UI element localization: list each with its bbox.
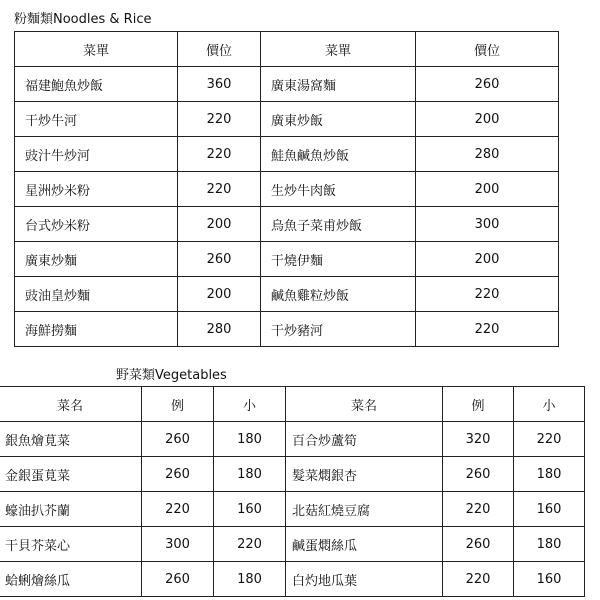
price-cell: 220 bbox=[178, 172, 261, 207]
column-header-dish: 菜單 bbox=[261, 32, 416, 67]
regular-price-cell: 220 bbox=[443, 492, 514, 527]
small-price-cell: 160 bbox=[514, 562, 585, 597]
column-header-dish: 菜單 bbox=[15, 32, 178, 67]
price-cell: 220 bbox=[416, 312, 559, 347]
dish-name-cell: 台式炒米粉 bbox=[15, 207, 178, 242]
small-price-cell: 180 bbox=[214, 562, 286, 597]
regular-price-cell: 260 bbox=[443, 457, 514, 492]
dish-name-cell: 廣東炒麵 bbox=[15, 242, 178, 277]
dish-name-cell: 蛤蜊燴絲瓜 bbox=[0, 562, 142, 597]
vegetables-table bbox=[0, 386, 585, 597]
dish-name-cell: 豉油皇炒麵 bbox=[15, 277, 178, 312]
regular-price-cell: 260 bbox=[142, 422, 214, 457]
price-cell: 260 bbox=[178, 242, 261, 277]
column-header-regular: 例 bbox=[142, 387, 214, 422]
dish-name-cell: 白灼地瓜葉 bbox=[286, 562, 443, 597]
dish-name-cell: 生炒牛肉飯 bbox=[261, 172, 416, 207]
dish-name-cell: 海鮮撈麵 bbox=[15, 312, 178, 347]
regular-price-cell: 260 bbox=[443, 527, 514, 562]
noodles-rice-table bbox=[14, 31, 559, 347]
small-price-cell: 160 bbox=[214, 492, 286, 527]
price-cell: 200 bbox=[416, 242, 559, 277]
dish-name-cell: 豉汁牛炒河 bbox=[15, 137, 178, 172]
price-cell: 280 bbox=[416, 137, 559, 172]
column-header-small: 小 bbox=[214, 387, 286, 422]
dish-name-cell: 干炒豬河 bbox=[261, 312, 416, 347]
regular-price-cell: 220 bbox=[443, 562, 514, 597]
noodles-section-title: 粉麵類Noodles & Rice bbox=[14, 12, 152, 27]
regular-price-cell: 260 bbox=[142, 562, 214, 597]
price-cell: 220 bbox=[178, 137, 261, 172]
small-price-cell: 180 bbox=[214, 457, 286, 492]
table-header-row bbox=[0, 387, 585, 422]
table-row bbox=[0, 527, 585, 562]
column-header-price: 價位 bbox=[178, 32, 261, 67]
dish-name-cell: 百合炒蘆筍 bbox=[286, 422, 443, 457]
dish-name-cell: 福建鮑魚炒飯 bbox=[15, 67, 178, 102]
regular-price-cell: 300 bbox=[142, 527, 214, 562]
dish-name-cell: 廣東炒飯 bbox=[261, 102, 416, 137]
column-header-small: 小 bbox=[514, 387, 585, 422]
table-row bbox=[15, 207, 559, 242]
table-row bbox=[0, 492, 585, 527]
price-cell: 300 bbox=[416, 207, 559, 242]
price-cell: 220 bbox=[178, 102, 261, 137]
table-row bbox=[15, 137, 559, 172]
price-cell: 220 bbox=[416, 277, 559, 312]
dish-name-cell: 干燒伊麵 bbox=[261, 242, 416, 277]
price-cell: 200 bbox=[178, 207, 261, 242]
noodles-table-body bbox=[15, 67, 559, 347]
regular-price-cell: 320 bbox=[443, 422, 514, 457]
price-cell: 280 bbox=[178, 312, 261, 347]
small-price-cell: 180 bbox=[514, 527, 585, 562]
table-row bbox=[0, 562, 585, 597]
vegetables-table-body bbox=[0, 422, 585, 597]
table-row bbox=[15, 242, 559, 277]
regular-price-cell: 220 bbox=[142, 492, 214, 527]
dish-name-cell: 烏魚子菜甫炒飯 bbox=[261, 207, 416, 242]
small-price-cell: 220 bbox=[514, 422, 585, 457]
dish-name-cell: 干貝芥菜心 bbox=[0, 527, 142, 562]
small-price-cell: 220 bbox=[214, 527, 286, 562]
small-price-cell: 180 bbox=[214, 422, 286, 457]
table-row bbox=[15, 67, 559, 102]
column-header-dish-name: 菜名 bbox=[286, 387, 443, 422]
dish-name-cell: 鮭魚鹹魚炒飯 bbox=[261, 137, 416, 172]
dish-name-cell: 鹹魚雞粒炒飯 bbox=[261, 277, 416, 312]
dish-name-cell: 星洲炒米粉 bbox=[15, 172, 178, 207]
dish-name-cell: 蠔油扒芥蘭 bbox=[0, 492, 142, 527]
dish-name-cell: 髮菜燜銀杏 bbox=[286, 457, 443, 492]
price-cell: 260 bbox=[416, 67, 559, 102]
table-row bbox=[0, 422, 585, 457]
table-header-row bbox=[15, 32, 559, 67]
column-header-regular: 例 bbox=[443, 387, 514, 422]
column-header-price: 價位 bbox=[416, 32, 559, 67]
price-cell: 200 bbox=[178, 277, 261, 312]
dish-name-cell: 金銀蛋莧菜 bbox=[0, 457, 142, 492]
dish-name-cell: 鹹蛋燜絲瓜 bbox=[286, 527, 443, 562]
small-price-cell: 160 bbox=[514, 492, 585, 527]
price-cell: 200 bbox=[416, 172, 559, 207]
table-row bbox=[0, 457, 585, 492]
vegetables-section-title: 野菜類Vegetables bbox=[116, 368, 227, 383]
table-row bbox=[15, 312, 559, 347]
small-price-cell: 180 bbox=[514, 457, 585, 492]
table-row bbox=[15, 102, 559, 137]
price-cell: 360 bbox=[178, 67, 261, 102]
dish-name-cell: 干炒牛河 bbox=[15, 102, 178, 137]
dish-name-cell: 銀魚燴莧菜 bbox=[0, 422, 142, 457]
table-row bbox=[15, 172, 559, 207]
dish-name-cell: 廣東湯窩麵 bbox=[261, 67, 416, 102]
regular-price-cell: 260 bbox=[142, 457, 214, 492]
dish-name-cell: 北菇紅燒豆腐 bbox=[286, 492, 443, 527]
table-row bbox=[15, 277, 559, 312]
column-header-dish-name: 菜名 bbox=[0, 387, 142, 422]
price-cell: 200 bbox=[416, 102, 559, 137]
